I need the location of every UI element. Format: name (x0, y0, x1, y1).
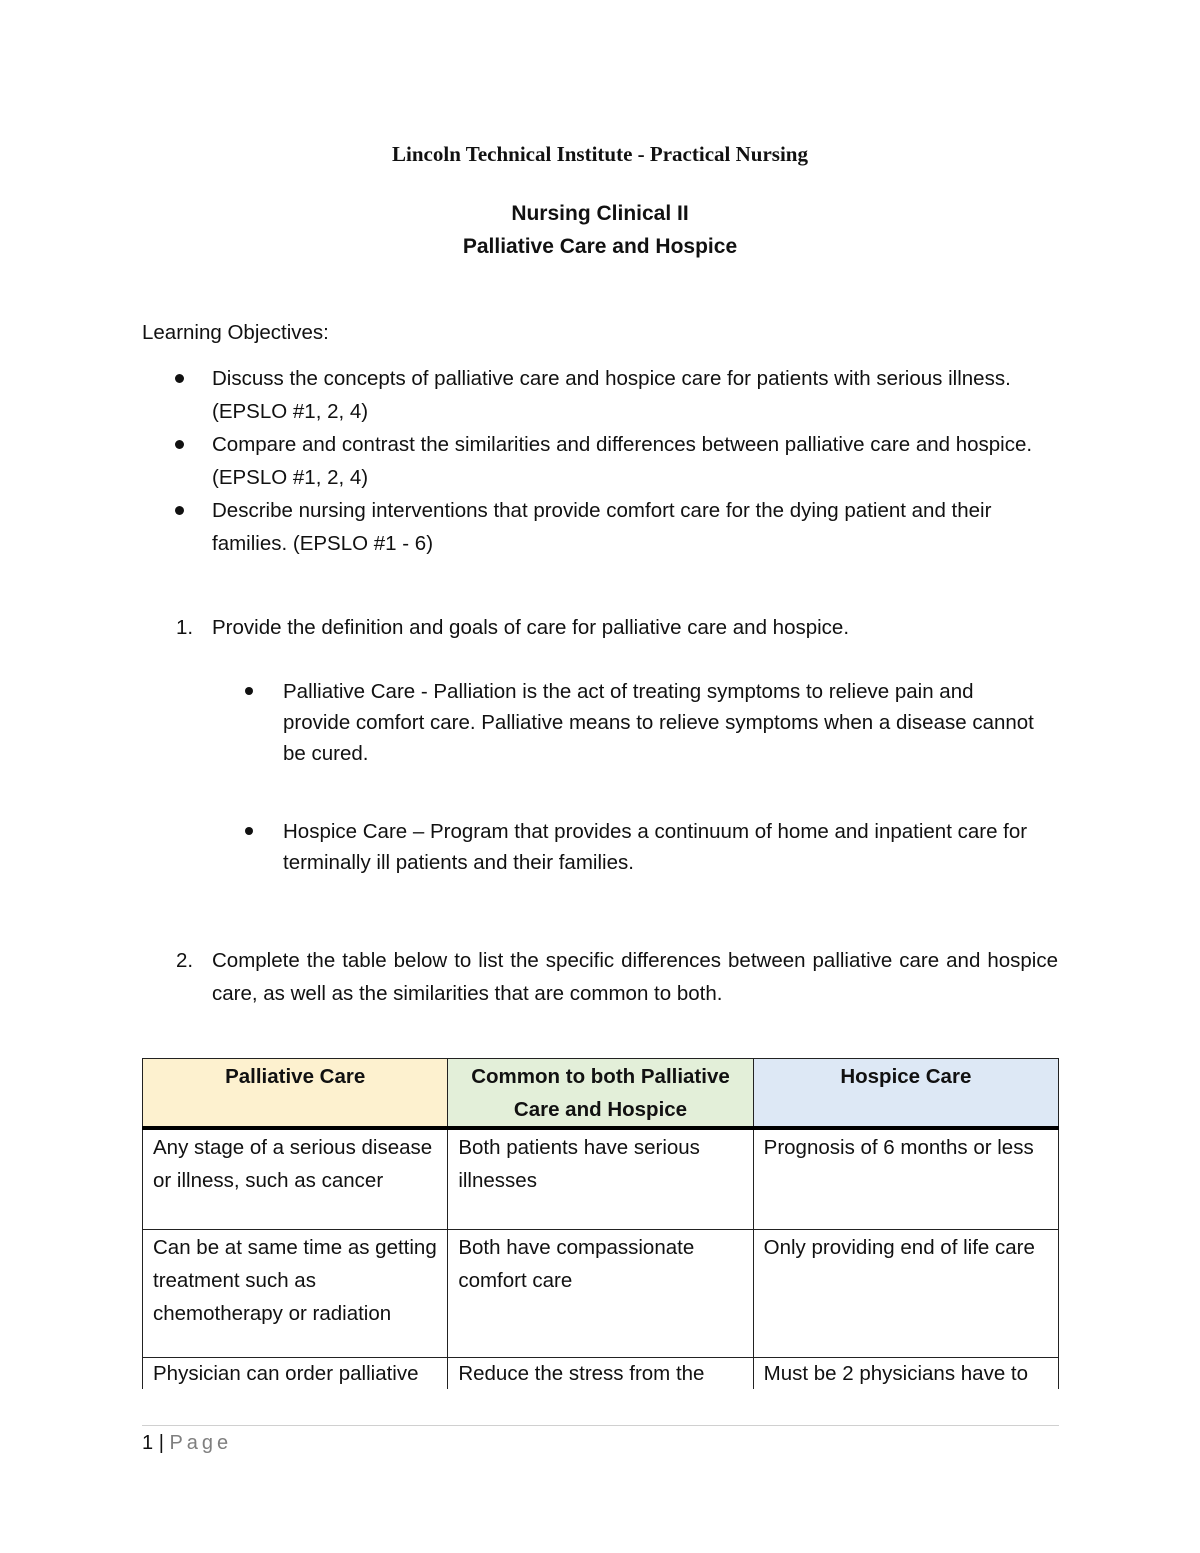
table-cell: Only providing end of life care (753, 1230, 1058, 1358)
table-cell: Must be 2 physicians have to (753, 1358, 1058, 1390)
footer-divider (142, 1425, 1059, 1426)
question-text: Complete the table below to list the specific differences between palliative care and hospice care, as well as the similarities that are common to both. (212, 949, 1058, 1005)
answer-palliative (212, 676, 1042, 769)
bullet-icon (175, 374, 184, 383)
table-cell: Both have compassionate comfort care (448, 1230, 753, 1358)
objective-text: Describe nursing interventions that provide comfort care for the dying patient and their families. (EPSLO #1 - 6) (212, 499, 992, 555)
table-cell: Physician can order palliative (143, 1358, 448, 1390)
objective-item (142, 494, 1062, 560)
bullet-icon (175, 506, 184, 515)
question-number: 1. (176, 616, 194, 639)
objective-item (142, 428, 1062, 494)
page-label: Page (169, 1432, 233, 1454)
header-common: Common to both Palliative Care and Hospice (448, 1059, 753, 1129)
table-cell: Prognosis of 6 months or less (753, 1128, 1058, 1230)
bullet-icon (245, 687, 253, 695)
table-row (143, 1230, 1059, 1358)
table-cell: Can be at same time as getting treatment such as chemotherapy or radiation (143, 1230, 448, 1358)
objective-text: Discuss the concepts of palliative care and hospice care for patients with serious illness. (EPSLO #1, 2, 4) (212, 367, 1011, 423)
comparison-table (142, 1058, 1059, 1389)
header-palliative: Palliative Care (143, 1059, 448, 1129)
bullet-icon (245, 827, 253, 835)
question-1 (142, 611, 1058, 644)
course-title: Nursing Clinical II (511, 202, 689, 225)
table-cell: Any stage of a serious disease or illness, such as cancer (143, 1128, 448, 1230)
answer-text: Hospice Care – Program that provides a continuum of home and inpatient care for terminally ill patients and their families. (283, 820, 1028, 874)
table-header-row (143, 1059, 1059, 1129)
question-text: Provide the definition and goals of care for palliative care and hospice. (212, 616, 850, 639)
page-footer (142, 1432, 232, 1455)
objectives-heading: Learning Objectives: (142, 321, 329, 344)
footer-separator: | (158, 1432, 164, 1454)
answer-hospice (212, 816, 1042, 878)
topic-title: Palliative Care and Hospice (462, 235, 738, 258)
question-2 (142, 944, 1058, 1010)
question-number: 2. (176, 949, 194, 972)
answer-text: Palliative Care - Palliation is the act of treating symptoms to relieve pain and provide comfort care. Palliative means to relieve symptoms when a disease cannot be cured. (283, 680, 1034, 765)
objective-text: Compare and contrast the similarities and differences between palliative care and hospice. (EPSLO #1, 2, 4) (212, 433, 1033, 489)
bullet-icon (175, 440, 184, 449)
objective-item (142, 362, 1062, 428)
header-hospice: Hospice Care (753, 1059, 1058, 1129)
table-row (143, 1358, 1059, 1390)
comparison-table-container (140, 1058, 1062, 1389)
objectives-list (142, 362, 1062, 560)
institute-title: Lincoln Technical Institute - Practical Nursing (392, 142, 808, 166)
table-cell: Reduce the stress from the (448, 1358, 753, 1390)
table-row (143, 1128, 1059, 1230)
table-cell: Both patients have serious illnesses (448, 1128, 753, 1230)
page-number: 1 (142, 1432, 154, 1454)
